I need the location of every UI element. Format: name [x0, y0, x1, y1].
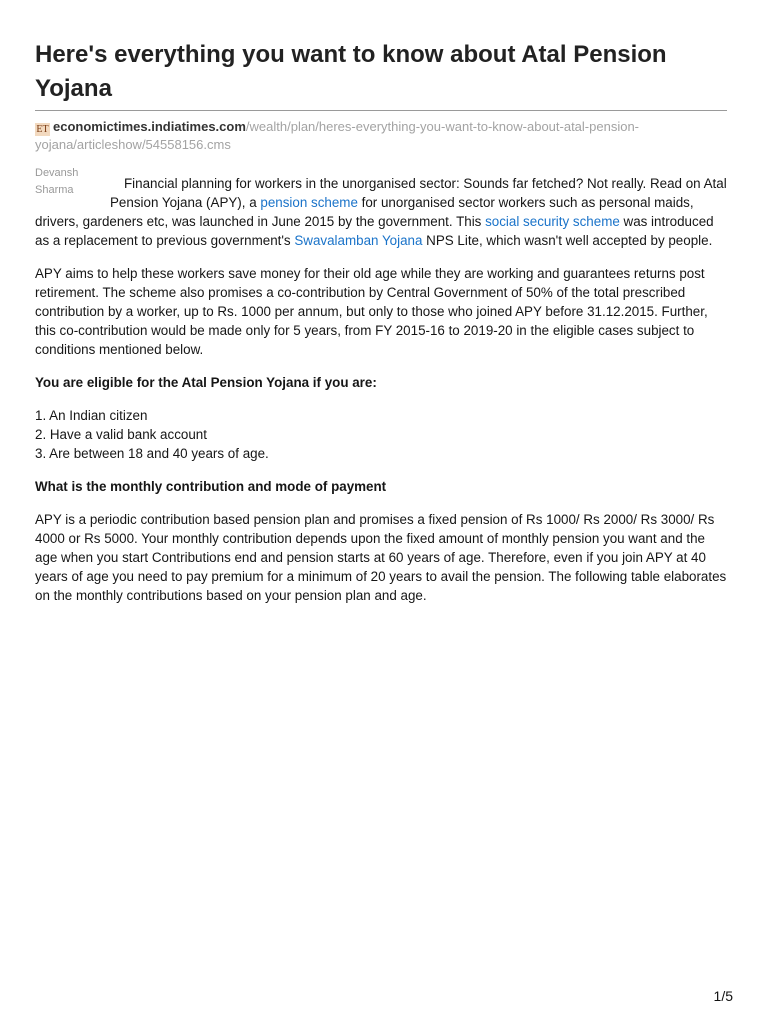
eligibility-list [35, 406, 727, 463]
author-byline [35, 165, 110, 199]
intro-paragraph [35, 161, 727, 250]
contribution-paragraph: APY is a periodic contribution based pension plan and promises a fixed pension of Rs 1000/ Rs 2000/ Rs 3000/ Rs 4000 or Rs 5000. Your monthly contribution depends upon the fixed amount of monthly pension you want and the age when you start Contributions end and pension starts at 60 years of age. Therefore, even if you join APY at 40 years of age you need to pay premium for a minimum of 20 years to avail the pension. The following table elaborates on the monthly contributions based on your pension plan and age. [35, 512, 727, 603]
et-logo-icon: ET [36, 124, 49, 135]
title-divider [35, 110, 727, 111]
page-number: 1/5 [713, 988, 733, 1004]
author-first-name: Devansh [35, 167, 79, 179]
author-last-name: Sharma [35, 184, 74, 196]
social-security-scheme-link[interactable]: social security scheme [485, 214, 620, 229]
contribution-heading: What is the monthly contribution and mode of payment [35, 479, 387, 494]
source-domain-link[interactable]: economictimes.indiatimes.com [53, 119, 246, 134]
article-body [35, 161, 727, 605]
list-item: 1. An Indian citizen [35, 408, 148, 423]
article-title: Here's everything you want to know about Atal Pension Yojana [35, 41, 667, 102]
list-item: 2. Have a valid bank account [35, 427, 207, 442]
pension-scheme-link[interactable]: pension scheme [260, 195, 358, 210]
eligibility-heading: You are eligible for the Atal Pension Yojana if you are: [35, 375, 377, 390]
list-item: 3. Are between 18 and 40 years of age. [35, 446, 269, 461]
intro-text-a: Financial planning for workers in the unorganised sector: Sounds far fetched? Not really. Read on Atal Pension Yojana (APY), a [110, 176, 727, 210]
article-page [35, 0, 727, 619]
apy-aims-paragraph: APY aims to help these workers save money for their old age while they are working and guarantees returns post retirement. The scheme also promises a co-contribution by Central Government of 50% of the total prescribed contribution by a worker, up to Rs. 1000 per annum, but only to those who joined APY before 31.12.2015. Further, this co-contribution would be made only for 5 years, from FY 2015-16 to 2019-20 in the eligible cases subject to conditions mentioned below. [35, 266, 708, 357]
source-path: /wealth/plan/heres-everything-you-want-to-know-about-atal-pension-yojana/articleshow/54558156.cms [35, 119, 639, 152]
intro-text-c: was introduced as a replacement to previous government's [35, 214, 714, 248]
intro-text-d: NPS Lite, which wasn't well accepted by people. [422, 233, 713, 248]
intro-text-b: for unorganised sector workers such as personal maids, drivers, gardeners etc, was launched in June 2015 by the government. This [35, 195, 694, 229]
source-line [35, 118, 727, 154]
swavalamban-yojana-link[interactable]: Swavalamban Yojana [294, 233, 423, 248]
